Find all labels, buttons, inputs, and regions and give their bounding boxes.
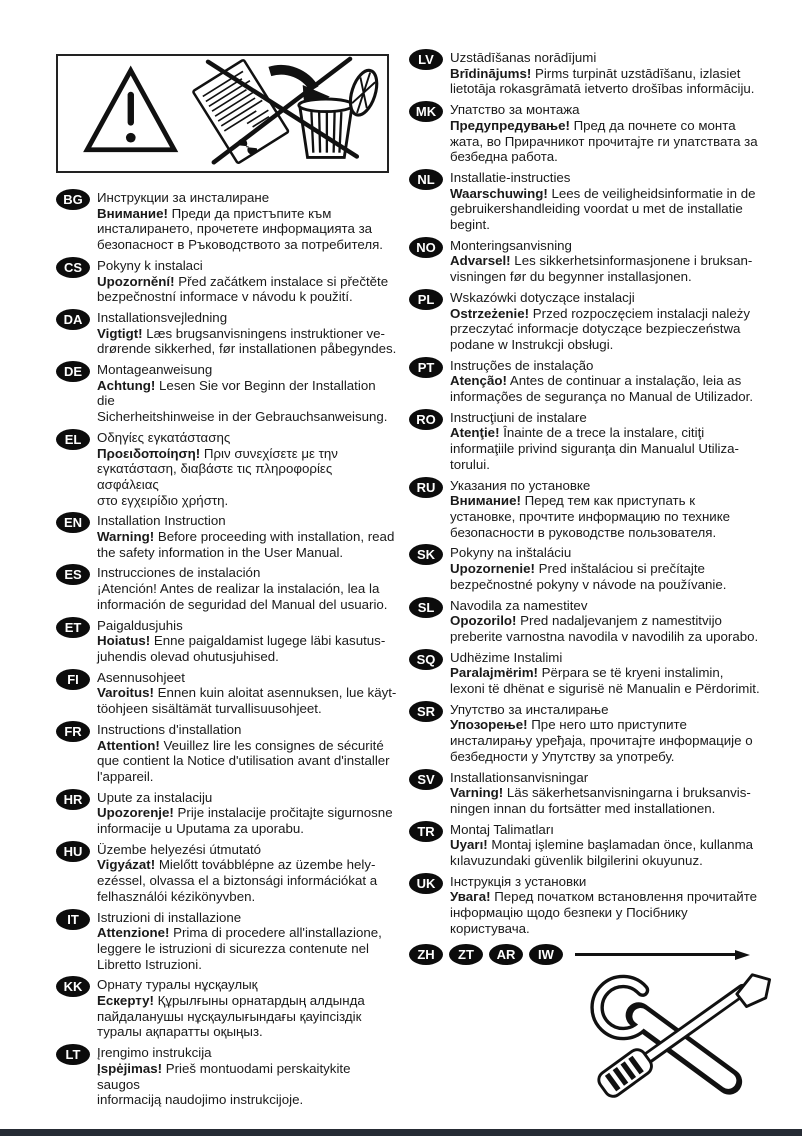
section-text <box>450 410 739 473</box>
section-it <box>56 910 397 973</box>
body-lines: Prieš montuodami perskaitykite saugos informaciją naudojimo instrukcijoje. <box>97 1060 351 1108</box>
language-badge-ru: RU <box>409 477 443 498</box>
section-es <box>56 565 397 612</box>
section-kk <box>56 977 397 1040</box>
warning-word: Advarsel! <box>450 253 511 269</box>
section-text <box>97 310 396 357</box>
warning-word: Achtung! <box>97 377 156 393</box>
warning-word: ¡Atención! <box>97 581 157 597</box>
language-badge-sl: SL <box>409 597 443 618</box>
language-badge-lt: LT <box>56 1044 90 1065</box>
section-ro <box>409 410 796 473</box>
section-text <box>450 545 726 592</box>
body-lines: Lees de veiligheidsinformatie in de gebruikershandleiding voordat u met de installatie begint. <box>450 185 756 233</box>
section-title: Указания по установке <box>450 477 591 493</box>
body-lines: Lesen Sie vor Beginn der Installation die Sicherheitshinweise in der Gebrauchsanweisung. <box>97 377 388 425</box>
section-title: Instrucciones de instalación <box>97 565 261 581</box>
section-title: Инструкции за инсталиране <box>97 190 270 205</box>
section-body <box>450 665 760 696</box>
warning-word: Paralajmërim! <box>450 665 538 681</box>
section-body <box>450 717 753 764</box>
page-bottom-bar <box>0 1129 802 1136</box>
section-text <box>97 842 377 905</box>
language-badge-hr: HR <box>56 789 90 810</box>
section-bg <box>56 190 397 253</box>
warning-word: Upozornenie! <box>450 561 535 577</box>
language-badge-bg: BG <box>56 189 90 210</box>
rtl-languages-row <box>409 945 796 965</box>
warning-word: Ostrzeżenie! <box>450 305 530 321</box>
section-body <box>450 889 757 936</box>
wrench-screwdriver-icon <box>582 969 780 1099</box>
section-body <box>450 66 755 97</box>
section-title: Upute za instalaciju <box>97 789 213 805</box>
body-lines: Enne paigaldamist lugege läbi kasutus- juhendis olevad ohutusjuhised. <box>97 633 386 664</box>
section-text <box>97 618 385 665</box>
warning-word: Vigyázat! <box>97 857 156 873</box>
language-badge-sr: SR <box>409 701 443 722</box>
warning-word: Προειδοποίηση! <box>97 445 201 461</box>
section-text <box>450 170 756 233</box>
left-column <box>56 54 397 1113</box>
section-title: Wskazówki dotyczące instalacji <box>450 289 635 305</box>
section-title: Installatie-instructies <box>450 169 571 185</box>
section-title: Istruzioni di installazione <box>97 909 242 925</box>
body-lines: Před začátkem instalace si přečtěte bezpečnostní informace v návodu k použití. <box>97 273 389 305</box>
section-text <box>450 50 755 97</box>
section-lt <box>56 1045 397 1108</box>
warning-word: Увага! <box>450 889 491 905</box>
body-lines: Перед тем как приступать к установке, прочтите информацию по технике безопасности в руководстве пользователя. <box>450 493 731 540</box>
warning-word: Upozornění! <box>97 273 175 289</box>
body-lines: Veuillez lire les consignes de sécurité que contient la Notice d'utilisation avant d'installer l'appareil. <box>97 737 390 784</box>
body-lines: Πριν συνεχίσετε με την εγκατάσταση, διαβάστε τις πληροφορίες ασφάλειας στο εγχειρίδιο χρήστη. <box>97 445 338 508</box>
language-badge-lv: LV <box>409 49 443 70</box>
screwdriver-tip <box>737 974 770 1006</box>
warning-word: Внимание! <box>97 205 168 221</box>
section-pl <box>409 290 796 353</box>
warning-word: Atenção! <box>450 373 507 389</box>
body-lines: Pred nadaljevanjem z namestitvijo preberite varnostna navodila v navodilih za uporabo. <box>450 613 759 644</box>
section-de <box>56 362 397 425</box>
language-badge-cs: CS <box>56 257 90 278</box>
section-body <box>97 633 385 664</box>
language-badge-el: EL <box>56 429 90 450</box>
language-badge-de: DE <box>56 361 90 382</box>
language-badge-fi: FI <box>56 669 90 690</box>
screwdriver-grip <box>595 1046 654 1099</box>
body-lines: Prima di procedere all'installazione, leggere le istruzioni di sicurezza contenute nel Libretto Istruzioni. <box>97 925 382 972</box>
section-title: Üzembe helyezési útmutató <box>97 841 262 857</box>
body-lines: Pirms turpināt uzstādīšanu, izlasiet lietotāja rokasgrāmatā ietverto drošības informāciju. <box>450 65 755 97</box>
body-lines: Prije instalacije pročitajte sigurnosne informacije u Uputama za uporabu. <box>97 805 393 837</box>
language-badge-zt: ZT <box>449 944 483 965</box>
section-body <box>450 837 753 868</box>
body-lines: Montaj işlemine başlamadan önce, kullanma kılavuzundaki güvenlik bilgilerini okuyunuz. <box>450 837 754 869</box>
language-badge-nl: NL <box>409 169 443 190</box>
section-body <box>450 425 739 472</box>
section-body <box>97 685 396 716</box>
section-body <box>97 1061 397 1108</box>
section-title: Navodila za namestitev <box>450 597 588 613</box>
section-title: Įrengimo instrukcija <box>97 1045 212 1061</box>
section-body <box>450 186 756 233</box>
language-badge-pt: PT <box>409 357 443 378</box>
section-body <box>97 805 393 836</box>
section-text <box>97 670 396 717</box>
body-lines: Înainte de a trece la instalare, citiţi informaţiile privind siguranţa din Manualul Utiliza- torului. <box>450 425 739 472</box>
language-badge-iw: IW <box>529 944 563 965</box>
discard-manual-warning-illustration <box>56 54 389 173</box>
language-badge-da: DA <box>56 309 90 330</box>
language-badge-sv: SV <box>409 769 443 790</box>
section-sq <box>409 650 796 697</box>
trash-lid-icon <box>345 67 381 118</box>
warning-word: Waarschuwing! <box>450 185 548 201</box>
section-uk <box>409 874 796 937</box>
section-title: Monteringsanvisning <box>450 237 572 253</box>
section-text <box>97 362 397 425</box>
section-body <box>97 738 390 785</box>
section-lv <box>409 50 796 97</box>
language-badge-tr: TR <box>409 821 443 842</box>
section-text <box>450 598 758 645</box>
rtl-language-badges <box>409 945 563 965</box>
language-badge-pl: PL <box>409 289 443 310</box>
body-lines: Antes de continuar a instalação, leia as informações de segurança no Manual de Utilizador. <box>450 373 754 405</box>
section-el <box>56 430 397 509</box>
warning-word: Attention! <box>97 737 160 753</box>
section-body <box>97 206 383 253</box>
section-text <box>97 790 393 837</box>
section-sr <box>409 702 796 765</box>
section-text <box>97 513 394 560</box>
warning-word: Упозорење! <box>450 717 528 733</box>
body-lines: Përpara se të kryeni instalimin, lexoni të dhënat e sigurisë në Manualin e Përdorimit. <box>450 665 760 697</box>
section-no <box>409 238 796 285</box>
warning-illustration-svg <box>58 56 387 171</box>
section-body <box>97 378 397 425</box>
section-body <box>450 306 750 353</box>
warning-word: Uyarı! <box>450 837 488 853</box>
body-lines: Құрылғыны орнатардың алдында пайдаланушы нұсқаулығындағы қауіпсіздік туралы ақпаратты оқыңыз. <box>97 993 365 1040</box>
language-badge-uk: UK <box>409 873 443 894</box>
body-lines: Les sikkerhetsinformasjonene i bruksan- visningen før du begynner installasjonen. <box>450 253 753 285</box>
section-body <box>97 326 396 357</box>
section-text <box>97 565 388 612</box>
warning-word: Ескерту! <box>97 993 154 1009</box>
warning-word: Hoiatus! <box>97 633 151 649</box>
section-en <box>56 513 397 560</box>
section-da <box>56 310 397 357</box>
section-body <box>97 993 365 1040</box>
section-tr <box>409 822 796 869</box>
section-title: Інструкція з установки <box>450 873 587 889</box>
language-badge-sk: SK <box>409 544 443 565</box>
language-badge-ar: AR <box>489 944 523 965</box>
language-badge-es: ES <box>56 564 90 585</box>
language-badge-et: ET <box>56 617 90 638</box>
section-body <box>97 529 394 560</box>
body-lines: Пре него што приступите инсталирању уређаја, прочитајте информације о безбедности у Упутству за употребу. <box>450 717 753 764</box>
section-text <box>97 430 397 509</box>
section-body <box>450 785 751 816</box>
section-title: Instrucţiuni de instalare <box>450 409 587 425</box>
language-badge-mk: MK <box>409 101 443 122</box>
body-lines: Læs brugsanvisningens instruktioner ve- drørende sikkerhed, før installationen påbegyndes. <box>97 325 397 357</box>
section-body <box>97 446 397 509</box>
section-sv <box>409 770 796 817</box>
body-lines: Преди да пристъпите към инсталирането, прочетете информацията за безопасност в Ръководството за потребителя. <box>97 205 383 253</box>
section-body <box>450 373 753 404</box>
section-title: Udhëzime Instalimi <box>450 649 563 665</box>
language-badge-fr: FR <box>56 721 90 742</box>
language-badge-kk: KK <box>56 976 90 997</box>
section-hr <box>56 790 397 837</box>
warning-word: Attenzione! <box>97 925 170 941</box>
warning-word: Įspėjimas! <box>97 1060 163 1076</box>
manual-page-icon <box>193 60 289 165</box>
warning-word: Varning! <box>450 785 504 801</box>
left-language-sections <box>56 190 397 1108</box>
section-text <box>450 874 757 937</box>
section-fi <box>56 670 397 717</box>
section-text <box>450 238 752 285</box>
section-body <box>97 925 382 972</box>
section-nl <box>409 170 796 233</box>
section-sk <box>409 545 796 592</box>
section-text <box>97 722 390 785</box>
section-text <box>97 1045 397 1108</box>
warning-word: Предупредување! <box>450 117 570 133</box>
section-title: Asennusohjeet <box>97 669 185 685</box>
arrow-shaft <box>575 953 735 956</box>
section-title: Упатство за монтажа <box>450 102 580 118</box>
body-lines: Läs säkerhetsanvisningarna i bruksanvis- ningen innan du fortsätter med installationen. <box>450 785 751 816</box>
language-badge-hu: HU <box>56 841 90 862</box>
section-title: Pokyny na inštaláciu <box>450 545 572 561</box>
section-title: Instruções de instalação <box>450 357 594 373</box>
section-fr <box>56 722 397 785</box>
body-lines: Ennen kuin aloitat asennuksen, lue käyt- töohjeen sisältämät turvallisuusohjeet. <box>97 685 397 717</box>
right-arrow-icon <box>575 950 750 960</box>
section-title: Installation Instruction <box>97 513 226 529</box>
warning-word: Varoitus! <box>97 685 154 701</box>
section-cs <box>56 258 397 305</box>
section-body <box>450 253 752 284</box>
section-title: Paigaldusjuhis <box>97 617 183 633</box>
section-text <box>450 102 758 165</box>
body-lines: Antes de realizar la instalación, lea la información de seguridad del Manual del usuario. <box>97 581 388 612</box>
section-text <box>450 478 730 541</box>
section-title: Uzstādīšanas norādījumi <box>450 50 597 65</box>
section-text <box>97 258 388 305</box>
warning-word: Внимание! <box>450 493 521 509</box>
body-lines: Пред да почнете со монта жата, во Прирачникот прочитајте ги упатствата за безбедна работа. <box>450 117 758 165</box>
language-badge-sq: SQ <box>409 649 443 670</box>
language-badge-zh: ZH <box>409 944 443 965</box>
section-sl <box>409 598 796 645</box>
body-lines: Before proceeding with installation, read the safety information in the User Manual. <box>97 529 395 560</box>
section-title: Installationsvejledning <box>97 309 228 325</box>
right-language-sections <box>409 50 796 937</box>
section-title: Упутство за инсталирање <box>450 701 609 717</box>
body-lines: Mielőtt továbblépne az üzembe hely- ezéssel, olvassa el a biztonsági információkat a felhasználói kézikönyvben. <box>97 857 378 904</box>
warning-triangle-icon <box>87 70 174 149</box>
section-title: Montaj Talimatları <box>450 821 554 837</box>
language-badge-no: NO <box>409 237 443 258</box>
warning-word: Upozorenje! <box>97 805 174 821</box>
section-body <box>97 857 377 904</box>
section-mk <box>409 102 796 165</box>
section-text <box>450 358 753 405</box>
section-text <box>450 290 750 353</box>
section-body <box>97 274 388 305</box>
right-column <box>409 50 796 1099</box>
section-title: Montageanweisung <box>97 362 213 378</box>
warning-word: Brīdinājums! <box>450 65 532 81</box>
section-title: Instructions d'installation <box>97 721 242 737</box>
section-hu <box>56 842 397 905</box>
section-body <box>450 613 758 644</box>
section-body <box>450 493 730 540</box>
section-body <box>450 118 758 165</box>
warning-word: Atenţie! <box>450 425 500 441</box>
warning-word: Vigtigt! <box>97 325 143 341</box>
section-text <box>97 977 365 1040</box>
section-title: Pokyny k instalaci <box>97 257 203 273</box>
body-lines: Przed rozpoczęciem instalacji należy przeczytać informacje dotyczące bezpieczeństwa podane w Instrukcji obsługi. <box>450 305 751 352</box>
section-text <box>450 770 751 817</box>
section-title: Installationsanvisningar <box>450 769 589 785</box>
section-pt <box>409 358 796 405</box>
language-badge-ro: RO <box>409 409 443 430</box>
section-text <box>97 190 383 253</box>
body-lines: Перед початком встановлення прочитайте інформацію щодо безпеки у Посібнику користувача. <box>450 889 758 936</box>
section-text <box>450 702 753 765</box>
warning-word: Opozorilo! <box>450 613 517 629</box>
warning-word: Warning! <box>97 529 155 545</box>
section-body <box>450 561 726 592</box>
language-badge-en: EN <box>56 512 90 533</box>
section-body <box>97 581 388 612</box>
section-text <box>450 822 753 869</box>
body-lines: Pred inštaláciou si prečítajte bezpečnostné pokyny v návode na používanie. <box>450 561 727 592</box>
section-title: Орнату туралы нұсқаулық <box>97 977 258 993</box>
section-et <box>56 618 397 665</box>
section-text <box>450 650 760 697</box>
section-ru <box>409 478 796 541</box>
language-badge-it: IT <box>56 909 90 930</box>
section-text <box>97 910 382 973</box>
arrow-head <box>735 950 750 960</box>
section-title: Οδηγίες εγκατάστασης <box>97 429 231 445</box>
